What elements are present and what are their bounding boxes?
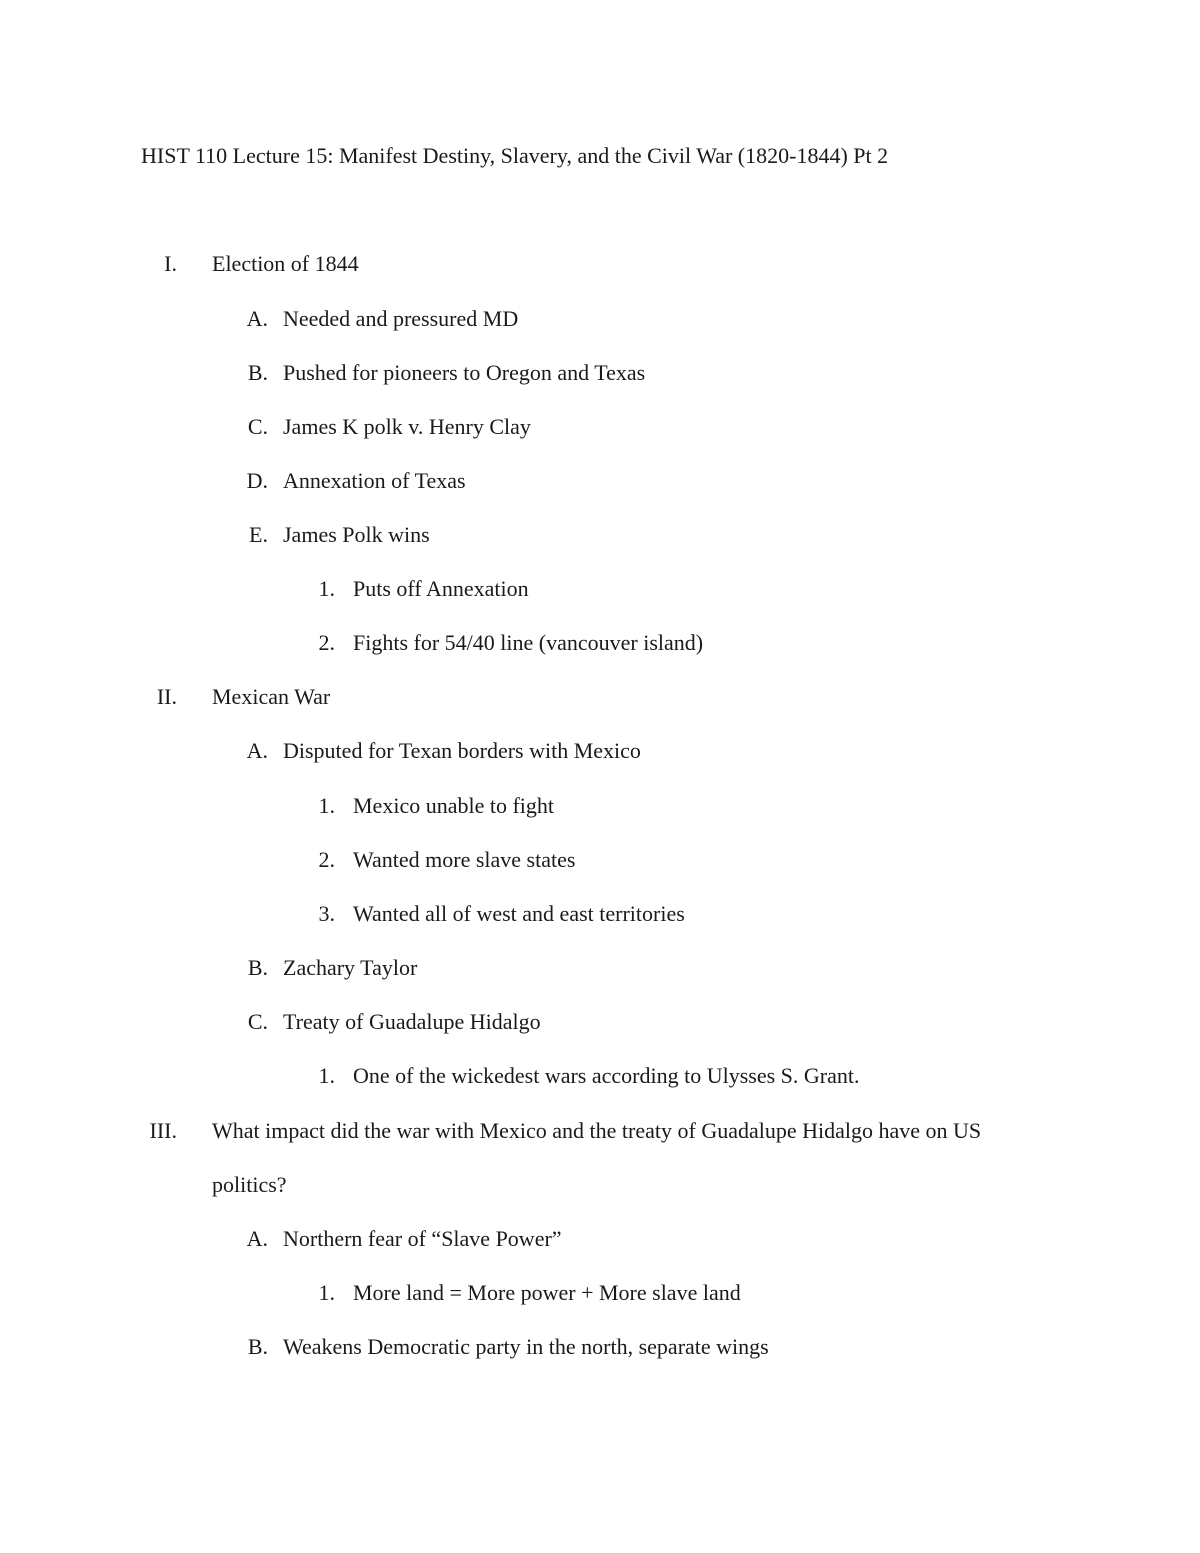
outline-item-text: Northern fear of “Slave Power” [283, 1226, 562, 1251]
outline-item-text: Weakens Democratic party in the north, separate wings [283, 1334, 769, 1359]
outline-marker: C. [247, 414, 268, 439]
outline-marker: 1. [318, 576, 335, 601]
outline-subitem-text: Wanted all of west and east territories [353, 901, 685, 926]
outline-marker: B. [247, 1334, 268, 1359]
outline-subitem-text: One of the wickedest wars according to Ulysses S. Grant. [353, 1063, 860, 1088]
outline-subitem-text: More land = More power + More slave land [353, 1280, 741, 1305]
outline-marker: C. [247, 1009, 268, 1034]
outline-marker: II. [156, 684, 177, 709]
outline-heading: Election of 1844 [212, 251, 359, 276]
outline-marker: E. [249, 522, 268, 547]
outline-subitem-text: Wanted more slave states [353, 847, 576, 872]
outline-item-text: Zachary Taylor [283, 955, 418, 980]
outline-marker: B. [247, 360, 268, 385]
outline-marker: 1. [318, 793, 335, 818]
outline-marker: 1. [318, 1280, 335, 1305]
outline-item-text: James Polk wins [283, 522, 430, 547]
outline-heading: What impact did the war with Mexico and the treaty of Guadalupe Hidalgo have on US [212, 1118, 982, 1143]
outline-item-text: Treaty of Guadalupe Hidalgo [283, 1009, 541, 1034]
outline-marker: 1. [318, 1063, 335, 1088]
outline-marker: I. [164, 251, 177, 276]
outline-marker: III. [149, 1118, 177, 1143]
outline-marker: B. [247, 955, 268, 980]
outline-item-text: Pushed for pioneers to Oregon and Texas [283, 360, 646, 385]
outline-marker: D. [246, 468, 268, 493]
outline-item-text: James K polk v. Henry Clay [283, 414, 531, 439]
outline-subitem-text: Mexico unable to fight [353, 793, 555, 818]
outline-heading: Mexican War [212, 684, 331, 709]
outline-heading-continued: politics? [212, 1172, 287, 1197]
document-title: HIST 110 Lecture 15: Manifest Destiny, Slavery, and the Civil War (1820-1844) Pt 2 [141, 143, 889, 168]
outline-subitem-text: Fights for 54/40 line (vancouver island) [353, 630, 704, 655]
outline-subitem-text: Puts off Annexation [353, 576, 529, 601]
outline-item-text: Annexation of Texas [283, 468, 466, 493]
outline-item-text: Needed and pressured MD [283, 306, 519, 331]
outline-marker: A. [246, 738, 268, 763]
outline-marker: A. [246, 1226, 268, 1251]
outline-marker: A. [246, 306, 268, 331]
outline-marker: 2. [318, 630, 335, 655]
outline-item-text: Disputed for Texan borders with Mexico [283, 738, 641, 763]
outline-marker: 3. [318, 901, 335, 926]
outline-marker: 2. [318, 847, 335, 872]
